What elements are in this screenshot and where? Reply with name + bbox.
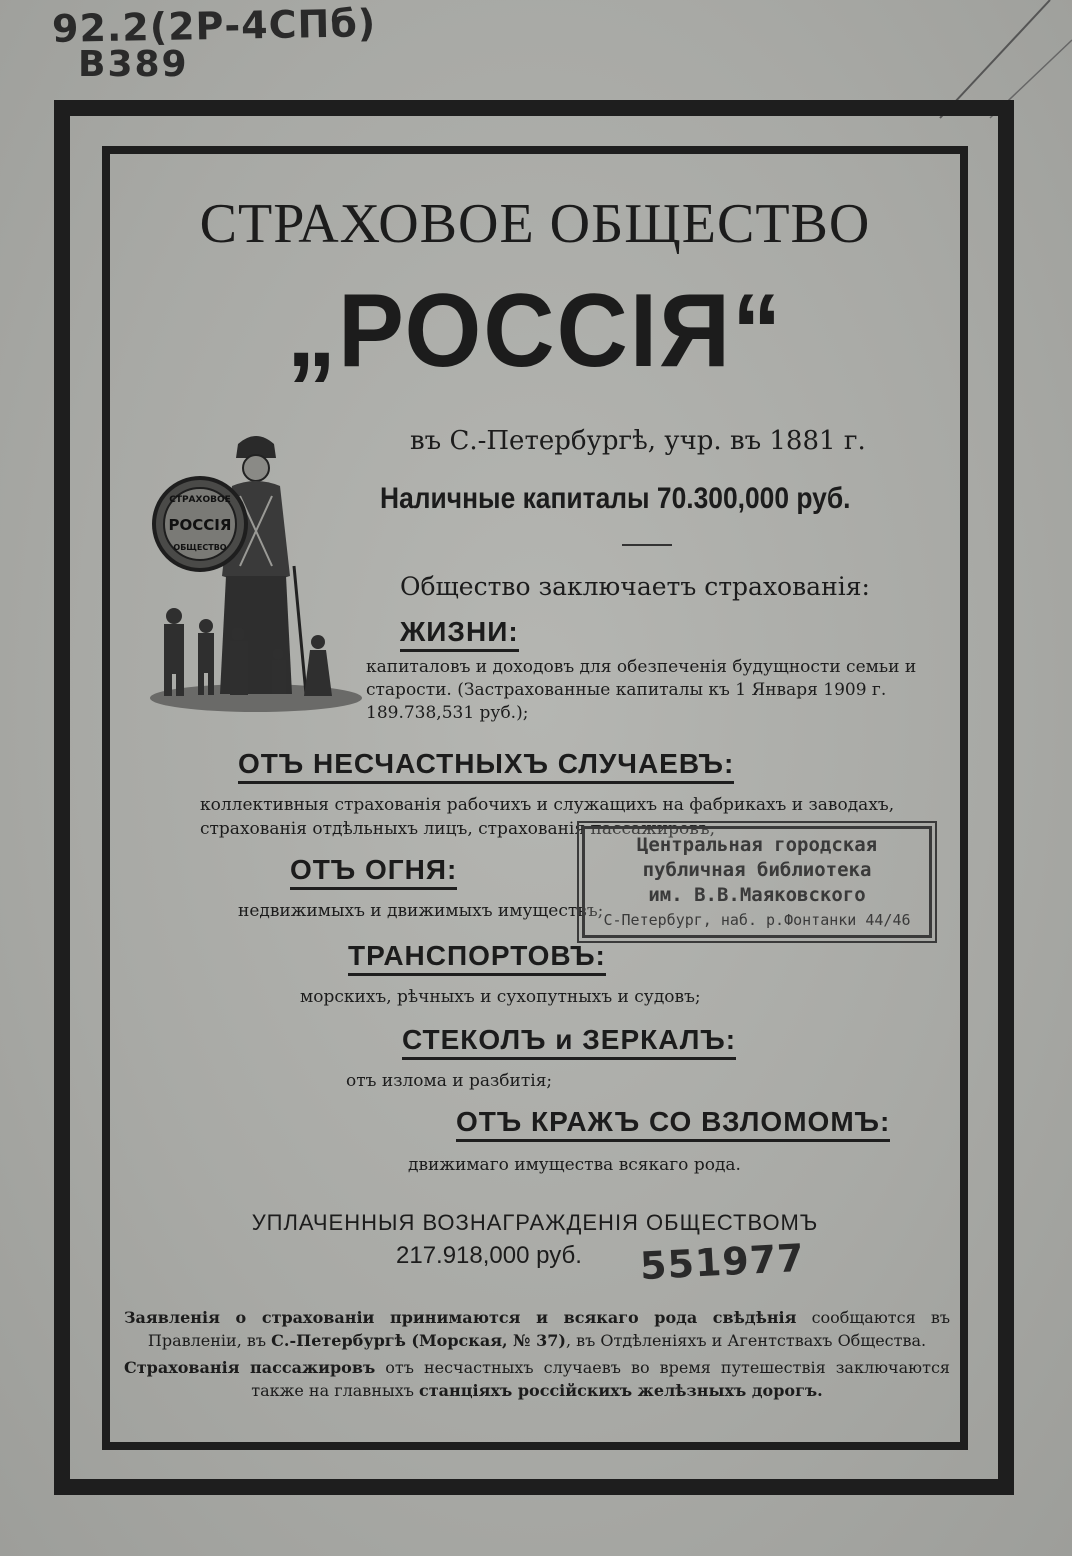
- capital-statement: Наличные капиталы 70.300,000 руб.: [380, 482, 851, 515]
- stamp-line3: им. В.В.Маяковского: [648, 884, 866, 906]
- text-accidents-2: страхованія отдѣльныхъ лицъ, страхованія пассажировъ;: [200, 819, 716, 839]
- text-life: капиталовъ и доходовъ для обезпеченія будущности семьи и старости. (Застрахованные капиталы къ 1 Января 1909 г. 189.738,531 руб.);: [366, 657, 917, 723]
- footer-paragraph-1: [124, 1306, 950, 1352]
- paid-label: УПЛАЧЕННЫЯ ВОЗНАГРАЖДЕНІЯ ОБЩЕСТВОМЪ: [251, 1210, 819, 1235]
- shelfmark-line1: 92.2(2Р-4СПб): [51, 1, 377, 51]
- emblem-bottom-text: ОБЩЕСТВО: [173, 543, 227, 552]
- paid-amount: 217.918,000 руб.: [396, 1242, 582, 1269]
- footer-p2-b: отъ несчастныхъ случаевъ во время путешествія заключаются также на главныхъ: [251, 1358, 951, 1400]
- city-founded: въ С.-Петербургѣ, учр. въ 1881 г.: [410, 426, 866, 456]
- text-transport: морскихъ, рѣчныхъ и сухопутныхъ и судовъ;: [300, 987, 701, 1007]
- advertisement-content: [110, 154, 960, 1442]
- heading-fire: ОТЪ ОГНЯ:: [290, 854, 457, 890]
- emblem-illustration: [146, 416, 366, 716]
- intro-text: Общество заключаетъ страхованія:: [400, 572, 870, 601]
- footer-p1-bold-c: С.-Петербургѣ (Морская, № 37): [271, 1331, 566, 1350]
- heading-glass: СТЕКОЛЪ и ЗЕРКАЛЪ:: [402, 1024, 736, 1060]
- emblem-top-text: СТРАХОВОЕ: [169, 495, 231, 505]
- title-line1: СТРАХОВОЕ ОБЩЕСТВО: [199, 193, 871, 255]
- footer-p1-b: сообщаются въ Правленіи, въ: [147, 1308, 950, 1350]
- text-fire: недвижимыхъ и движимыхъ имуществъ;: [238, 901, 604, 921]
- title-line2: „РОССІЯ“: [286, 273, 784, 389]
- footer-p2-bold-c: станціяхъ россійскихъ желѣзныхъ дорогъ.: [419, 1381, 823, 1400]
- divider: [622, 544, 672, 546]
- footer-p2-bold-a: Страхованія пассажировъ: [124, 1358, 376, 1377]
- text-accidents-1: коллективныя страхованія рабочихъ и служащихъ на фабрикахъ и заводахъ,: [200, 795, 895, 815]
- stamp-line2: публичная библиотека: [642, 859, 872, 881]
- heading-life: ЖИЗНИ:: [400, 616, 519, 652]
- stamp-line1: Центральная городская: [636, 834, 878, 856]
- footer-paragraph-2: [124, 1356, 950, 1402]
- shelfmark-line2: В389: [78, 44, 189, 85]
- heading-transport: ТРАНСПОРТОВЪ:: [348, 940, 606, 976]
- text-theft: движимаго имущества всякаго рода.: [408, 1155, 741, 1175]
- footer-p1-d: , въ Отдѣленіяхъ и Агентствахъ Общества.: [565, 1331, 927, 1350]
- emblem-middle-text: РОССІЯ: [168, 516, 232, 534]
- inventory-number: 551977: [638, 1235, 806, 1289]
- stamp-line4: С-Петербург, наб. р.Фонтанки 44/46: [603, 911, 911, 929]
- heading-theft: ОТЪ КРАЖЪ СО ВЗЛОМОМЪ:: [456, 1106, 890, 1142]
- library-stamp: [582, 826, 932, 938]
- footer-p1-bold-a: Заявленія о страхованіи принимаются и всякаго рода свѣдѣнія: [124, 1308, 797, 1327]
- heading-accidents: ОТЪ НЕСЧАСТНЫХЪ СЛУЧАЕВЪ:: [238, 748, 734, 784]
- text-glass: отъ излома и разбитія;: [346, 1071, 553, 1091]
